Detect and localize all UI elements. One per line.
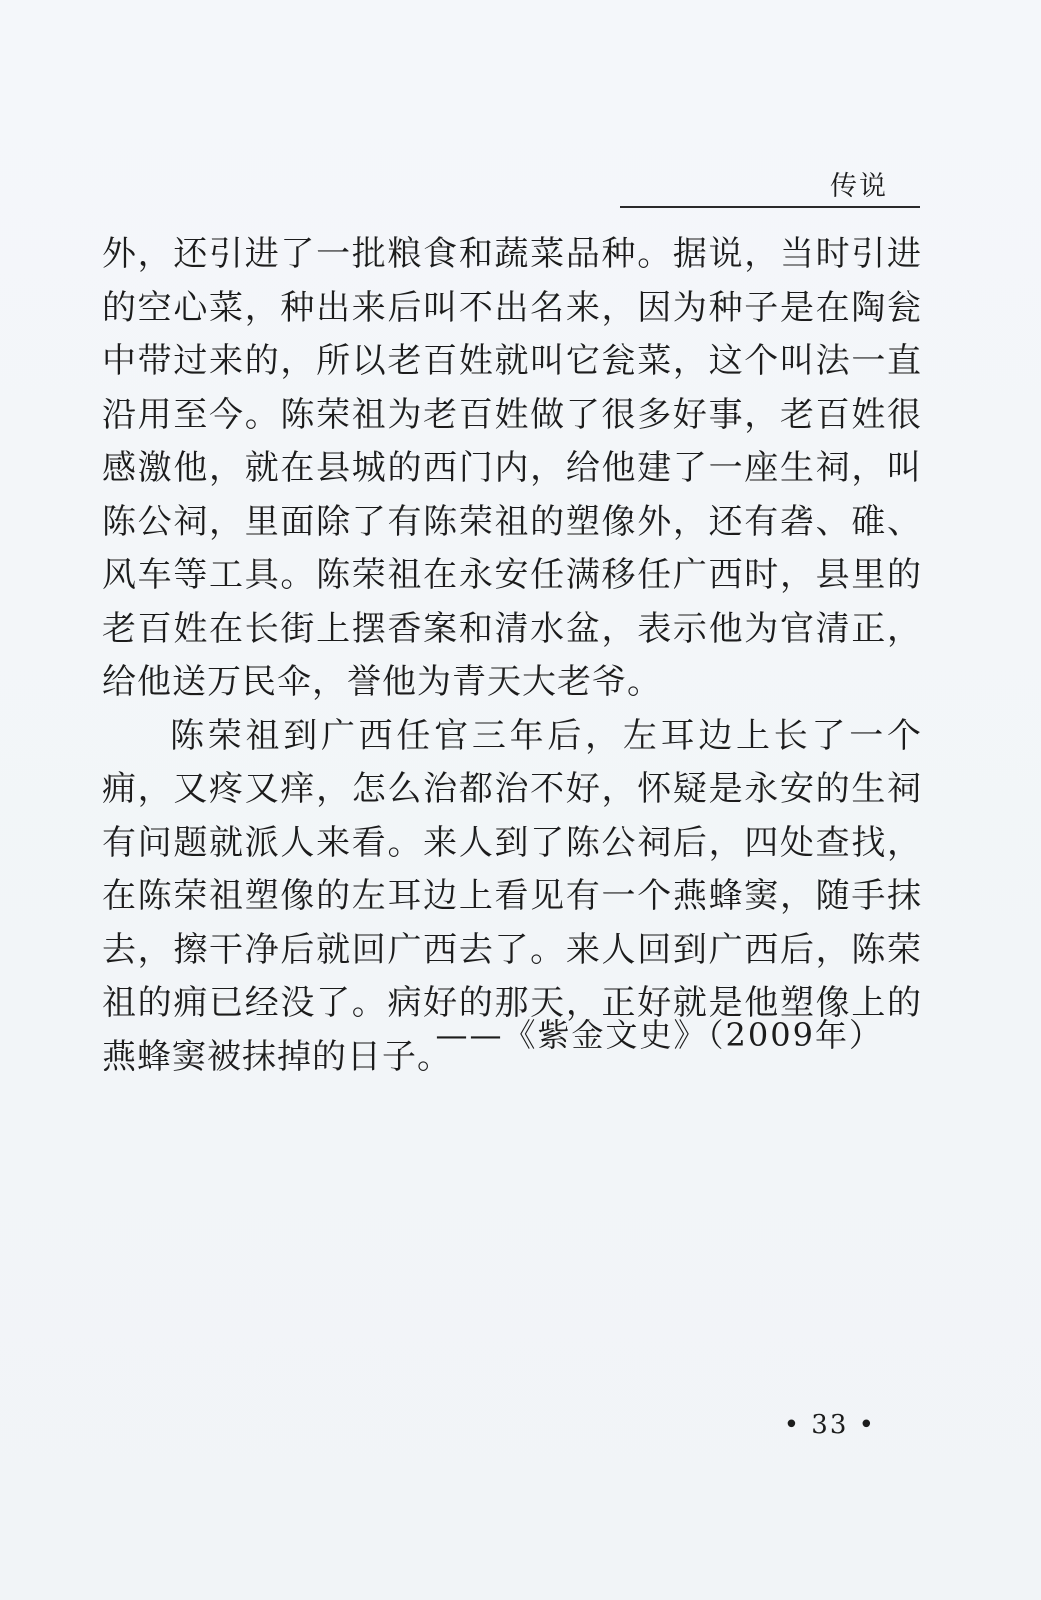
body-text — [102, 228, 922, 1084]
source-citation: ——《紫金文史》（2009年） — [435, 1016, 883, 1054]
page-number: • 33 • — [783, 1410, 876, 1440]
paragraph-continuation: 外，还引进了一批粮食和蔬菜品种。据说，当时引进的空心菜，种出来后叫不出名来，因为种子是在陶瓮中带过来的，所以老百姓就叫它瓮菜，这个叫法一直沿用至今。陈荣祖为老百姓做了很多好事，老百姓很感激他，就在县城的西门内，给他建了一座生祠，叫陈公祠，里面除了有陈荣祖的塑像外，还有砻、碓、风车等工具。陈荣祖在永安任满移任广西时，县里的老百姓在长街上摆香案和清水盆，表示他为官清正，给他送万民伞，誉他为青天大老爷。 — [102, 234, 922, 702]
paragraph: 陈荣祖到广西任官三年后，左耳边上长了一个痈，又疼又痒，怎么治都治不好，怀疑是永安的生祠有问题就派人来看。来人到了陈公祠后，四处查找，在陈荣祖塑像的左耳边上看见有一个燕蜂窦，随手抹去，擦干净后就回广西去了。来人回到广西后，陈荣祖的痈已经没了。病好的那天，正好就是他塑像上的燕蜂窦被抹掉的日子。 — [102, 715, 922, 1077]
running-header — [620, 160, 920, 208]
section-title: 传说 — [830, 171, 888, 202]
